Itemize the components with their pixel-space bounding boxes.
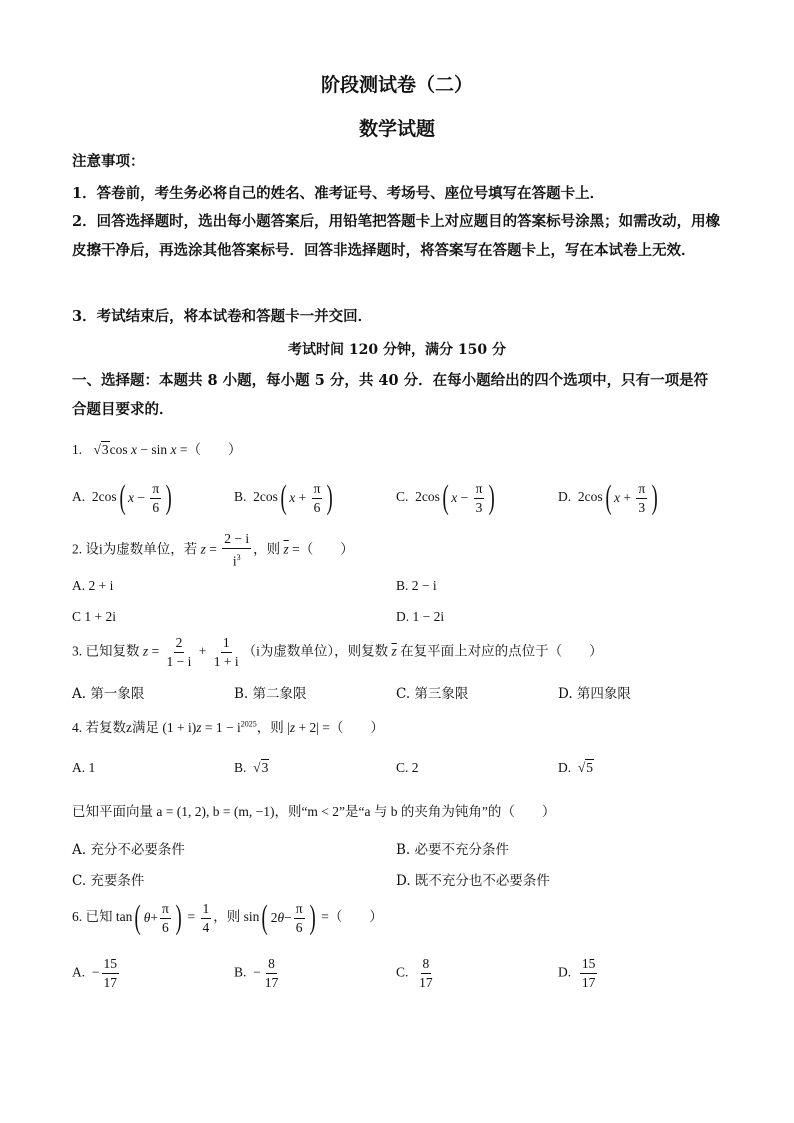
question-2-option-c[interactable]: C 1 + 2i [72, 609, 116, 624]
question-3-option-a[interactable]: A. 第一象限 [72, 686, 145, 702]
question-2-option-b[interactable]: B. 2 − i [396, 578, 437, 593]
question-4-option-c[interactable]: C. 2 [396, 760, 419, 775]
page-title: 阶段测试卷（二） [320, 74, 473, 96]
page-subtitle: 数学试题 [358, 118, 435, 140]
question-4: 4. 若复数z满足 $(1 + i)z = 1 - i^{2025}$，则 |z + 2| =（ ） [72, 719, 384, 735]
question-5: 已知平面向量 a = (1, 2), b = (m, −1)，则“m < 2”是“a 与 b 的夹角为钝角”的（ ） [72, 804, 556, 819]
question-6-option-d[interactable]: D. $\frac{15}{17}$ [558, 956, 596, 990]
exam-time: 考试时间 120 分钟，满分 150 分 [288, 342, 506, 358]
question-3-option-c[interactable]: C. 第三象限 [396, 686, 469, 702]
question-number: 1. [72, 442, 83, 457]
question-5-option-b[interactable]: B. 必要不充分条件 [396, 842, 510, 858]
question-5-option-d[interactable]: D. 既不充分也不必要条件 [396, 873, 550, 889]
question-4-option-d[interactable]: D. √5 [558, 760, 594, 775]
note-item-1: 1．答卷前，考生务必将自己的姓名、准考证号、考场号、座位号填写在答题卡上． [72, 185, 605, 202]
question-6-option-c[interactable]: C. $\frac{8}{17}$ [396, 956, 433, 990]
question-5-option-a[interactable]: A. 充分不必要条件 [72, 842, 185, 858]
question-2-option-a[interactable]: A. 2 + i [72, 578, 114, 593]
question-1-option-a[interactable]: A. 2cos ( x − $\frac{\pi}{6}$ ) [72, 479, 172, 516]
question-4-option-a[interactable]: A. 1 [72, 760, 96, 775]
question-1-option-b[interactable]: B. 2cos ( x + $\frac{\pi}{6}$ ) [234, 479, 334, 516]
question-1-option-c[interactable]: C. 2cos ( x − $\frac{\pi}{3}$ ) [396, 479, 496, 516]
question-3: 3. 已知复数 z = $\frac{2}{1 - i}$ + $\frac{1}{1 + i}$ （i为虚数单位），则复数 $\overline{z}$ 在复平面上对应的点位于（ ） [72, 635, 603, 669]
question-3-option-d[interactable]: D. 第四象限 [558, 686, 631, 702]
question-5-option-c[interactable]: C. 充要条件 [72, 873, 145, 889]
note-item-2: 2．回答选择题时，选出每小题答案后，用铅笔把答题卡上对应题目的答案标号涂黑；如需改动，用橡皮擦干净后，再选涂其他答案标号．回答非选择题时，将答案写在答题卡上，写在本试卷上无效． [72, 213, 721, 259]
question-3-option-b[interactable]: B. 第二象限 [234, 686, 307, 702]
note-item-3: 3．考试结束后，将本试卷和答题卡一并交回． [72, 308, 373, 325]
question-6-option-b[interactable]: B. − $\frac{8}{17}$ [234, 956, 279, 990]
question-1-option-d[interactable]: D. 2cos ( x + $\frac{\pi}{3}$ ) [558, 479, 658, 516]
question-2: 2. 设i为虚数单位，若 z = $\frac{2 - i}{i^3}$ ，则 $\overline{z}$ =（ ） [72, 531, 354, 569]
question-2-option-d[interactable]: D. 1 − 2i [396, 609, 445, 624]
question-6: 6. 已知 tan ( θ + $\frac{\pi}{6}$ ) = $\frac{1}{4}$ ，则 sin ( 2 θ − $\frac{\pi}{6}$ ) =（ ） [72, 899, 383, 936]
question-1: 1. √3cos x − sin x =（ ） [72, 442, 242, 457]
notes-heading: 注意事项： [72, 153, 145, 170]
section-heading: 一、选择题：本题共 8 小题，每小题 5 分，共 40 分．在每小题给出的四个选项中，只有一项是符合题目要求的． [72, 372, 709, 418]
question-6-option-a[interactable]: A. − $\frac{15}{17}$ [72, 956, 117, 990]
question-4-option-b[interactable]: B. √3 [234, 760, 269, 775]
